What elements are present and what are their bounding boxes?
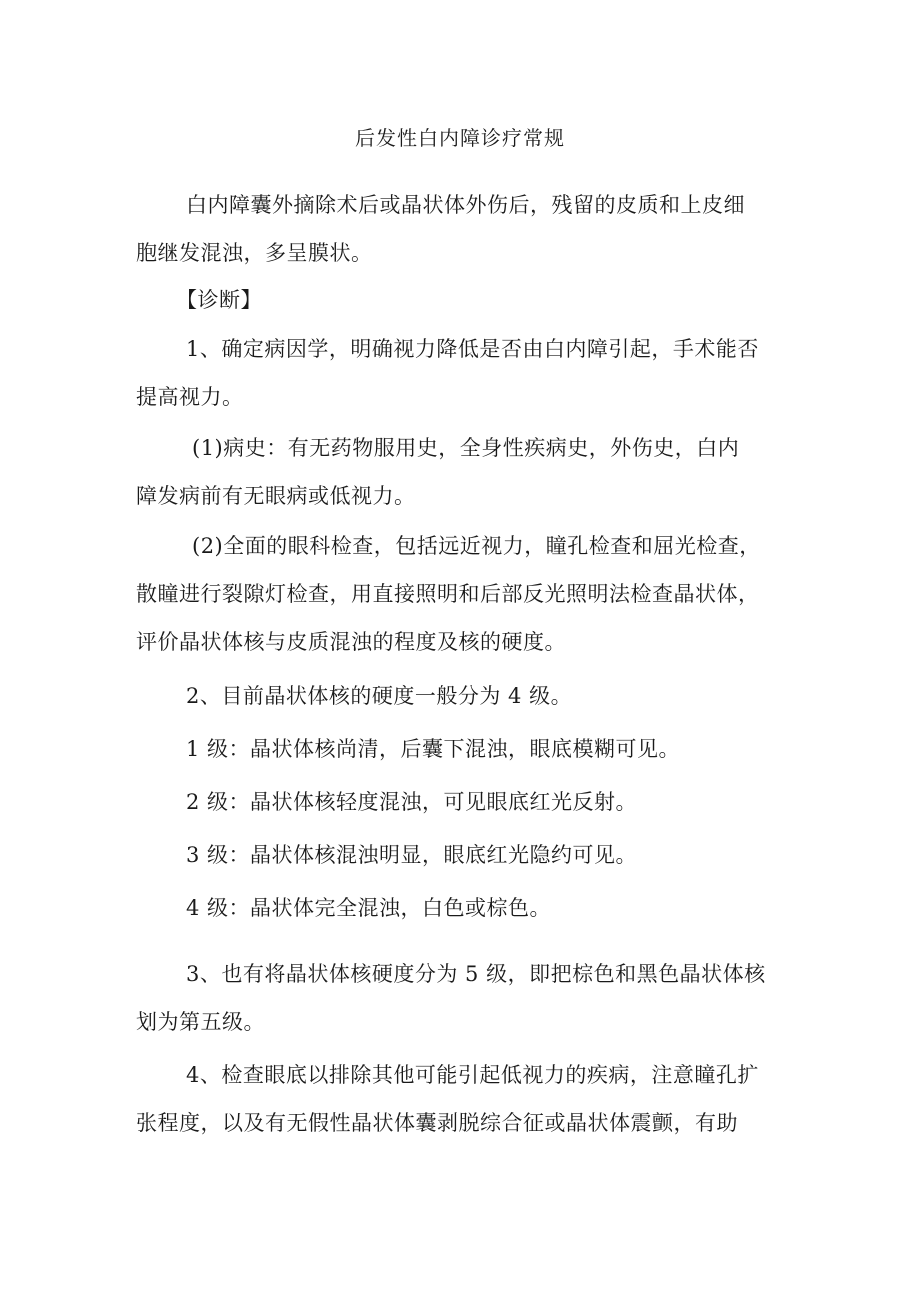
paragraph-item-2	[136, 672, 792, 720]
text-line: 4、检查眼底以排除其他可能引起低视力的疾病，注意瞳孔扩	[186, 1063, 759, 1087]
paragraph-intro	[136, 181, 792, 277]
text-line: 【诊断】	[176, 288, 262, 312]
text-line: 2、目前晶状体核的硬度一般分为 4 级。	[186, 684, 573, 708]
document-title: 后发性白内障诊疗常规	[355, 126, 565, 150]
paragraph-item-3	[136, 950, 792, 1046]
text-line: 提高视力。	[136, 385, 244, 409]
text-line: 胞继发混浊，多呈膜状。	[136, 241, 373, 265]
paragraph-item-1-1	[136, 424, 792, 520]
section-heading-diagnosis	[136, 276, 792, 324]
text-line: 障发病前有无眼病或低视力。	[136, 484, 416, 508]
text-line: 1 级：晶状体核尚清，后囊下混浊，眼底模糊可见。	[186, 737, 681, 761]
text-line: 4 级：晶状体完全混浊，白色或棕色。	[186, 896, 552, 920]
text-line: 1、确定病因学，明确视力降低是否由白内障引起，手术能否	[186, 337, 759, 361]
text-line: 2 级：晶状体核轻度混浊，可见眼底红光反射。	[186, 790, 638, 814]
paragraph-item-1-2	[136, 522, 792, 666]
grade-4-line	[136, 884, 792, 932]
paragraph-item-4	[136, 1051, 792, 1147]
paragraph-item-1	[136, 325, 792, 421]
text-line: 3 级：晶状体核混浊明显，眼底红光隐约可见。	[186, 843, 638, 867]
text-line: 张程度，以及有无假性晶状体囊剥脱综合征或晶状体震颤，有助	[136, 1111, 738, 1135]
grade-1-line	[136, 725, 792, 773]
text-line: 3、也有将晶状体核硬度分为 5 级，即把棕色和黑色晶状体核	[186, 962, 766, 986]
grade-2-line	[136, 778, 792, 826]
text-line: 评价晶状体核与皮质混浊的程度及核的硬度。	[136, 630, 566, 654]
text-line: 划为第五级。	[136, 1010, 265, 1034]
grade-3-line	[136, 831, 792, 879]
text-line: 散瞳进行裂隙灯检查，用直接照明和后部反光照明法检查晶状体，	[136, 582, 760, 606]
text-line: (1)病史：有无药物服用史，全身性疾病史，外伤史，白内	[192, 436, 740, 460]
text-line: (2)全面的眼科检查，包括远近视力，瞳孔检查和屈光检查，	[192, 534, 761, 558]
text-line: 白内障囊外摘除术后或晶状体外伤后，残留的皮质和上皮细	[186, 193, 745, 217]
